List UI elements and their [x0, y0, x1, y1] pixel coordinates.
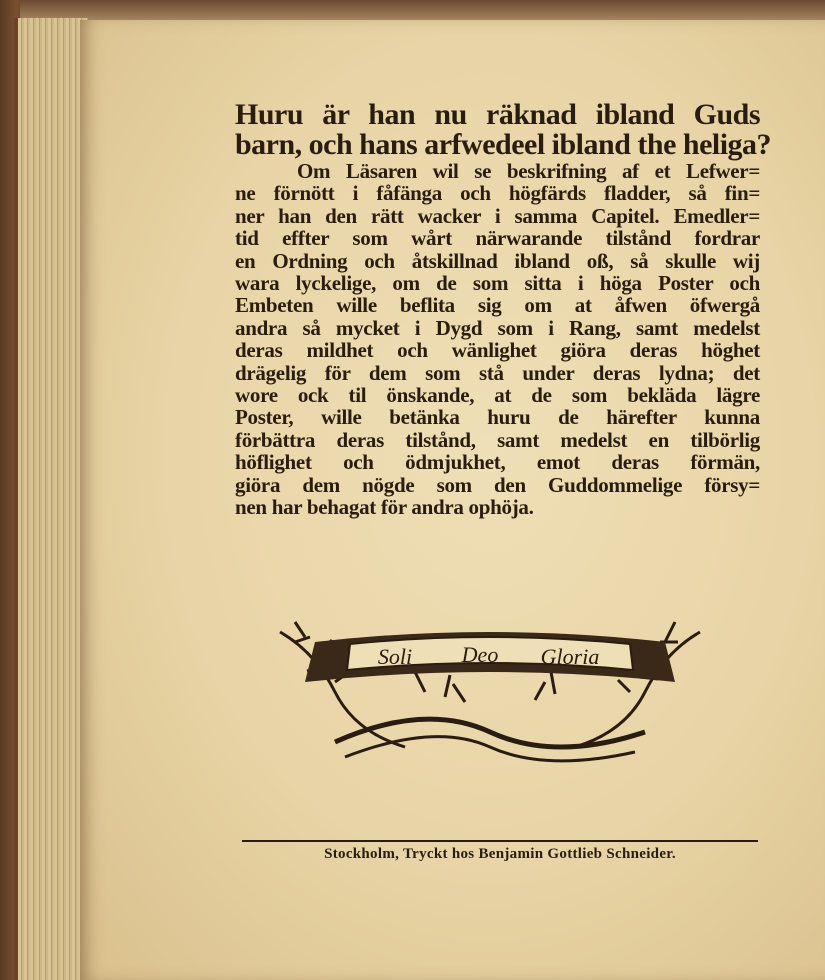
body-line: Poster, wille betänka huru de härefter kunna [235, 405, 760, 430]
heading-line: barn, och hans arfwedeel ibland the heliga? [235, 128, 772, 161]
divider-rule [242, 840, 758, 842]
body-line: wore ock til önskande, at de som bekläda lägre [235, 383, 760, 408]
body-line: drägelig för dem som stå under deras lydna; det [235, 360, 760, 385]
body-line: deras mildhet och wänlighet giöra deras höghet [235, 338, 760, 363]
body-line: Om Läsaren wil se beskrifning af et Lefwer= [297, 159, 760, 183]
page-stack-edge [14, 18, 88, 980]
body-line: wara lyckelige, om de som sitta i höga Poster och [235, 271, 760, 296]
body-line: nen har behagat för andra ophöja. [235, 495, 534, 520]
motto-word: Gloria [540, 644, 600, 669]
body-line: höflighet och ödmjukhet, emot deras förmän, [235, 450, 760, 475]
printer-imprint: Stockholm, Tryckt hos Benjamin Gottlieb Schneider. [324, 846, 676, 862]
body-line: Embeten wille beflita sig om at åfwen öfwergå [235, 293, 760, 318]
motto-word: Soli [377, 644, 413, 669]
book-top-edge [20, 0, 825, 22]
body-line: ner han den rätt wacker i samma Capitel. Emedler= [235, 203, 760, 228]
body-line: en Ordning och åtskillnad ibland oß, så skulle wij [235, 248, 760, 273]
body-line: tid effter som wårt närwarande tilstånd fordrar [235, 226, 760, 251]
soli-deo-gloria-ornament [275, 612, 705, 772]
page-text [235, 98, 772, 520]
body-line: förbättra deras tilstånd, samt medelst en tilbörlig [235, 427, 760, 452]
body-line: ne förnött i fåfänga och högfärds fladder, så fin= [235, 181, 760, 206]
motto-word: Deo [461, 642, 499, 667]
body-line: giöra dem nögde som den Guddommelige försy= [235, 472, 760, 497]
body-line: andra så mycket i Dygd som i Rang, samt medelst [235, 315, 760, 340]
heading-line: Huru är han nu räknad ibland Guds [235, 98, 760, 131]
